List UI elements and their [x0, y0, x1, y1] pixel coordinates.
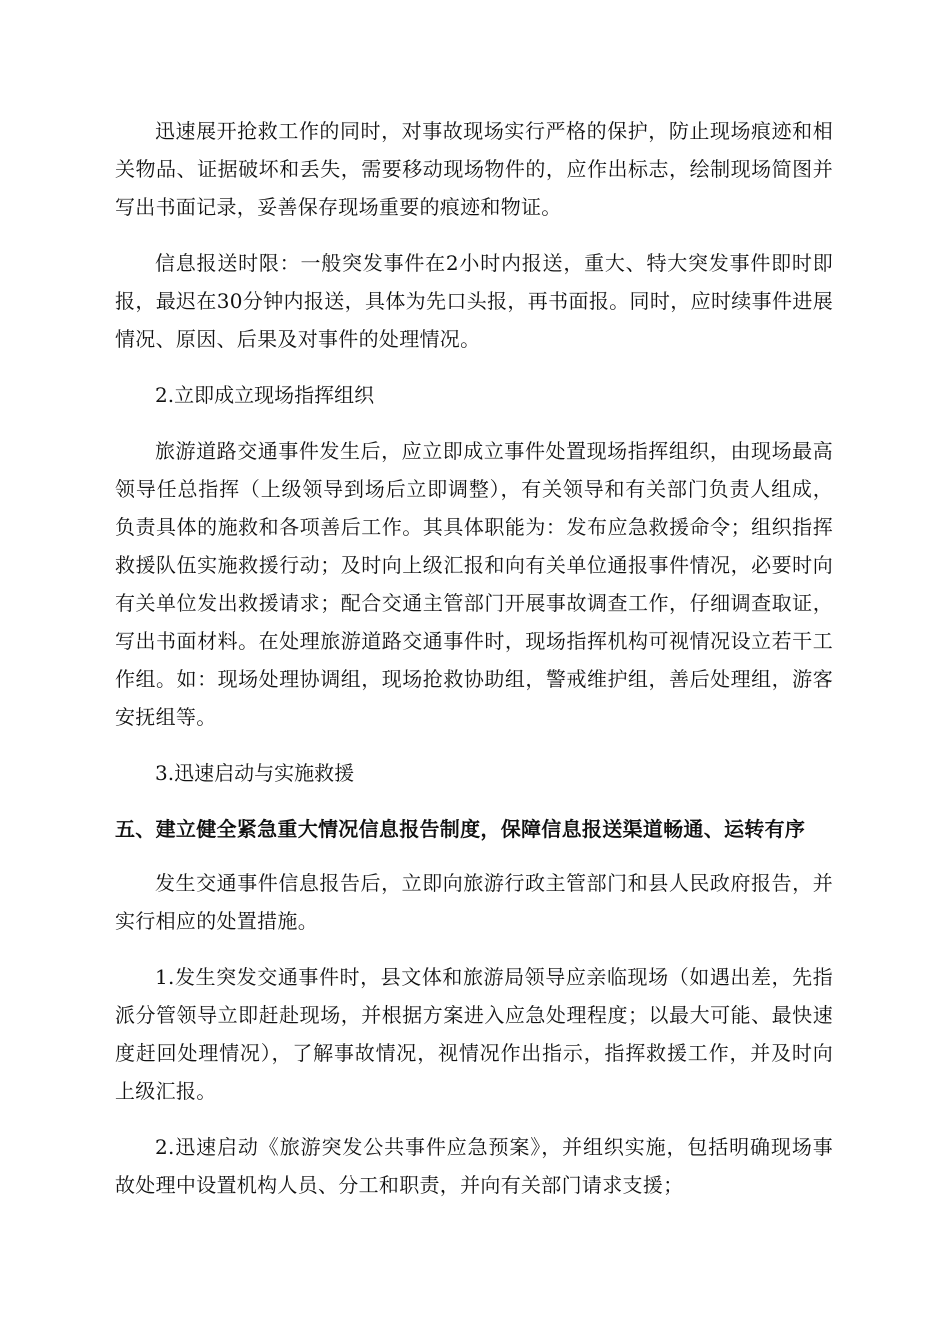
- subheading-command-organization: 2.立即成立现场指挥组织: [155, 383, 375, 407]
- subheading-start-rescue: 3.迅速启动与实施救援: [155, 761, 355, 785]
- paragraph-leader-on-site: 1.发生突发交通事件时，县文体和旅游局领导应亲临现场（如遇出差，先指派分管领导立即赶赴现场，并根据方案进入应急处理程度；以最大可能、最快速度赶回处理情况），了解事故情况，视情况作出指示，指挥救援工作，并及时向上级汇报。: [115, 965, 833, 1103]
- paragraph-report-after-event: 发生交通事件信息报告后，立即向旅游行政主管部门和县人民政府报告，并实行相应的处置措施。: [115, 871, 833, 933]
- paragraph-report-time-limit: 信息报送时限：一般突发事件在2小时内报送，重大、特大突发事件即时即报，最迟在30分钟内报送，具体为先口头报，再书面报。同时，应时续事件进展情况、原因、后果及对事件的处理情况。: [115, 251, 833, 351]
- paragraph-scene-protection: 迅速展开抢救工作的同时，对事故现场实行严格的保护，防止现场痕迹和相关物品、证据破坏和丢失，需要移动现场物件的，应作出标志，绘制现场简图并写出书面记录，妥善保存现场重要的痕迹和物证。: [115, 119, 833, 219]
- paragraph-start-emergency-plan: 2.迅速启动《旅游突发公共事件应急预案》，并组织实施，包括明确现场事故处理中设置机构人员、分工和职责，并向有关部门请求支援；: [115, 1135, 833, 1197]
- paragraph-command-organization: 旅游道路交通事件发生后，应立即成立事件处置现场指挥组织，由现场最高领导任总指挥（上级领导到场后立即调整），有关领导和有关部门负责人组成，负责具体的施救和各项善后工作。其具体职能为：发布应急救援命令；组织指挥救援队伍实施救援行动；及时向上级汇报和向有关单位通报事件情况，必要时向有关单位发出救援请求；配合交通主管部门开展事故调查工作，仔细调查取证，写出书面材料。在处理旅游道路交通事件时，现场指挥机构可视情况设立若干工作组。如：现场处理协调组，现场抢救协助组，警戒维护组，善后处理组，游客安抚组等。: [115, 439, 833, 729]
- document-page: [115, 112, 833, 1222]
- section-heading-five: 五、建立健全紧急重大情况信息报告制度，保障信息报送渠道畅通、运转有序: [115, 817, 806, 841]
